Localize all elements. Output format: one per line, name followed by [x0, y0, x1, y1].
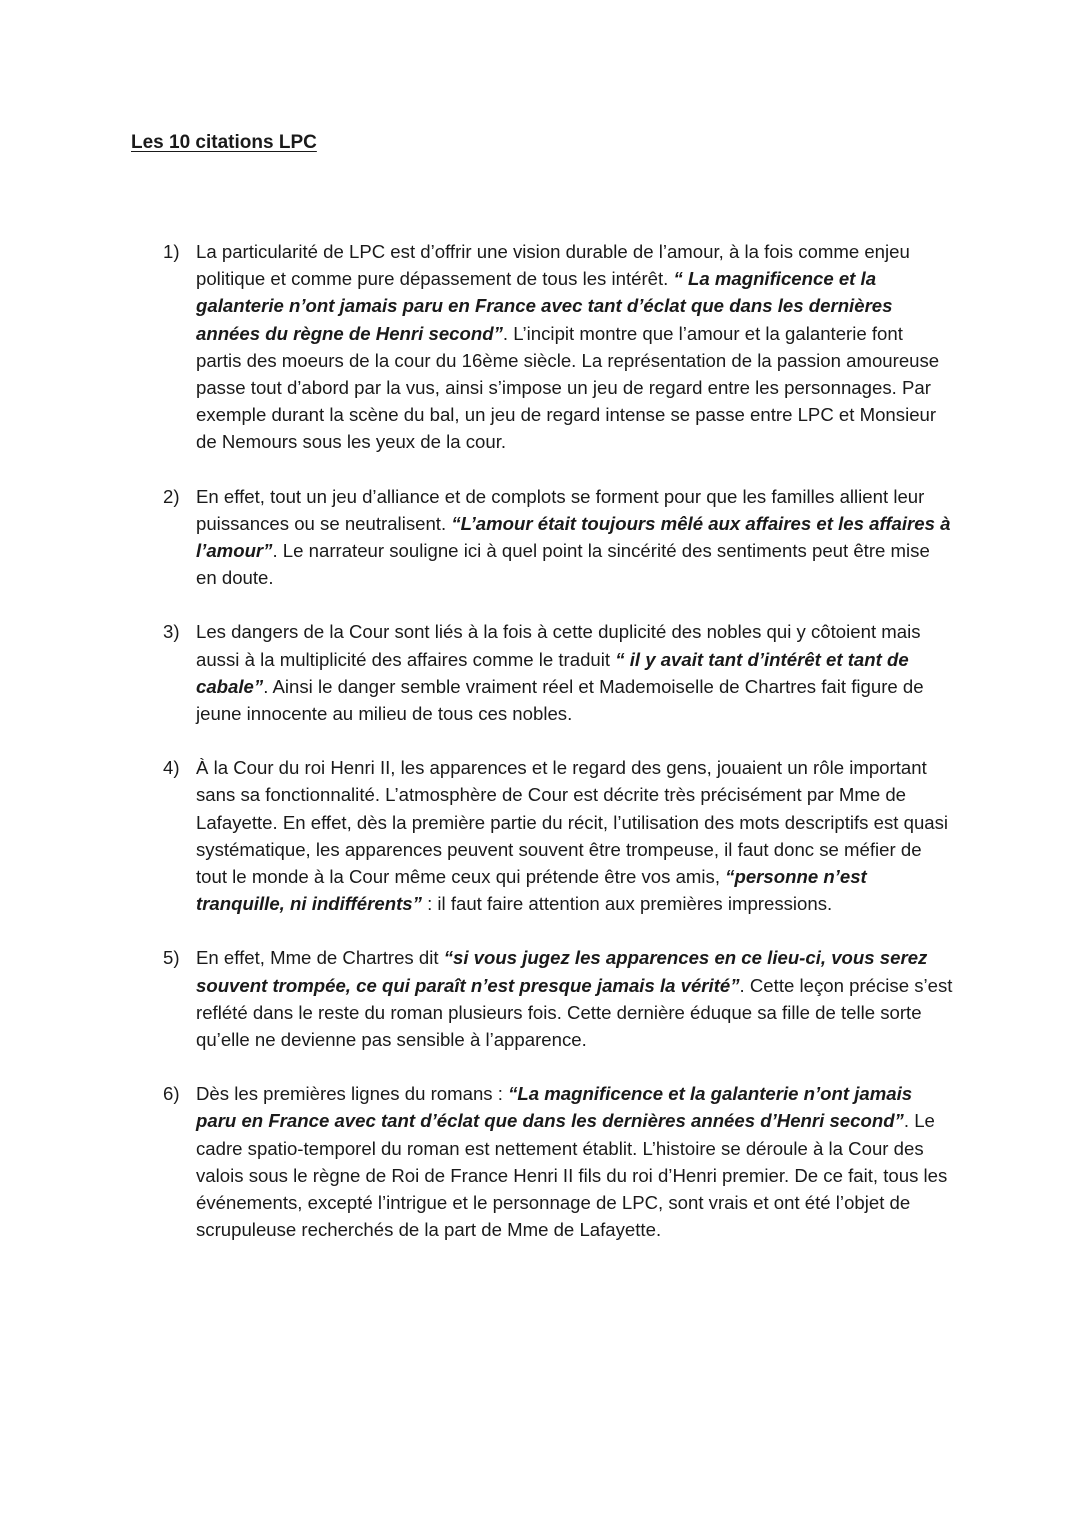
- item-quote: “L’amour était toujours mêlé aux affaires et les affaires à l’amour”: [196, 512, 951, 562]
- item-number: 5): [163, 947, 180, 969]
- item-text: . L’incipit montre que l’amour et la galanterie font partis des moeurs de la cour du 16ème siècle. La représentation de la passion amoureuse passe tout d’abord par la vus, ainsi s’impose un jeu de regard entre les personnages. Par exemple durant la scène du bal, un jeu de regard intense se passe entre LPC et Monsieur de Nemours sous les yeux de la cour.: [196, 322, 940, 453]
- item-quote: “ La magnificence et la galanterie n’ont jamais paru en France avec tant d’éclat que dans les dernières années du règne de Henri second”: [196, 268, 893, 344]
- item-text: . Le cadre spatio-temporel du roman est nettement établit. L’histoire se déroule à la Cour des valois sous le règne de Roi de France Henri II fils du roi d’Henri premier. De ce fait, tous les événements, excepté l’intrigue et le personnage de LPC, sont vrais et ont été l’objet de scrupuleuse recherchés de la part de Mme de Lafayette.: [196, 1110, 948, 1241]
- list-item: [163, 238, 953, 456]
- list-item: [163, 944, 953, 1053]
- item-number: 2): [163, 485, 180, 507]
- item-text: La particularité de LPC est d’offrir une vision durable de l’amour, à la fois comme enjeu politique et comme pure dépassement de tous les intérêt.: [196, 241, 910, 290]
- list-item: [163, 483, 953, 592]
- item-text: . Cette leçon précise s’est reflété dans le reste du roman plusieurs fois. Cette dernière éduque sa fille de telle sorte qu’elle ne devienne pas sensible à l’apparence.: [196, 974, 953, 1051]
- item-text: À la Cour du roi Henri II, les apparences et le regard des gens, jouaient un rôle important sans sa fonctionnalité. L’atmosphère de Cour est décrite très précisément par Mme de Lafayette. En effet, dès la première partie du récit, l’utilisation des mots descriptifs est quasi systématique, les apparences peuvent souvent être trompeuse, il faut donc se méfier de tout le monde à la Cour même ceux qui prétende être vos amis,: [196, 757, 949, 888]
- item-quote: “La magnificence et la galanterie n’ont jamais paru en France avec tant d’éclat que dans les dernières années d’Henri second”: [196, 1083, 913, 1132]
- list-item: [163, 1080, 953, 1243]
- item-text: En effet, tout un jeu d’alliance et de complots se forment pour que les familles allient leur puissances ou se neutralisent.: [196, 485, 925, 534]
- item-number: 4): [163, 757, 180, 779]
- item-quote: “ il y avait tant d’intérêt et tant de cabale”: [196, 648, 909, 697]
- list-item: [163, 754, 953, 917]
- document-title: Les 10 citations LPC: [131, 132, 317, 153]
- item-text: En effet, Mme de Chartres dit: [196, 947, 444, 969]
- item-text: . Ainsi le danger semble vraiment réel et Mademoiselle de Chartres fait figure de jeune innocente au milieu de tous ces nobles.: [196, 675, 924, 725]
- item-text: . Le narrateur souligne ici à quel point la sincérité des sentiments peut être mise en doute.: [196, 540, 930, 589]
- item-number: 3): [163, 621, 180, 643]
- item-number: 1): [163, 241, 180, 262]
- citation-list: [163, 238, 953, 1271]
- item-text: Les dangers de la Cour sont liés à la fois à cette duplicité des nobles qui y côtoient mais aussi à la multiplicité des affaires comme le traduit: [196, 621, 921, 670]
- item-text: : il faut faire attention aux premières impressions.: [421, 893, 833, 915]
- item-quote: “si vous jugez les apparences en ce lieu-ci, vous serez souvent trompée, ce qui paraît n’est presque jamais la vérité”: [196, 947, 928, 996]
- item-number: 6): [163, 1083, 180, 1105]
- item-text: Dès les premières lignes du romans :: [196, 1083, 509, 1105]
- list-item: [163, 618, 953, 727]
- item-quote: “personne n’est tranquille, ni indifférents”: [196, 866, 867, 915]
